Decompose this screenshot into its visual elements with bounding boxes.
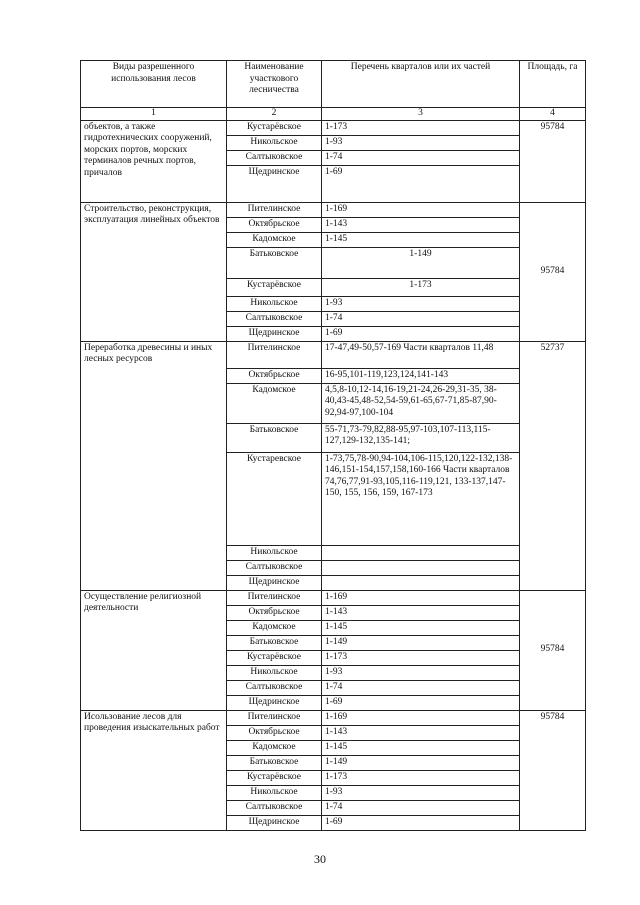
quarters-cell: 1-145 [322, 740, 520, 755]
forestry-unit-cell: Никольское [227, 785, 322, 800]
quarters-cell: 1-143 [322, 605, 520, 620]
quarters-cell: 1-93 [322, 135, 520, 150]
forest-use-table [80, 60, 586, 831]
forestry-unit-cell: Пителинское [227, 341, 322, 368]
forestry-unit-cell: Кадомское [227, 620, 322, 635]
table-row [81, 341, 586, 368]
use-type-cell: Исользование лесов для проведения изыскательных работ [81, 710, 227, 830]
table-row [81, 710, 586, 725]
column-number: 4 [520, 108, 586, 121]
forestry-unit-cell: Пителинское [227, 202, 322, 217]
quarters-cell: 1-173 [322, 278, 520, 296]
column-number-row [81, 108, 586, 121]
header-forestry-unit: Наименование участкового лесничества [227, 61, 322, 108]
use-type-cell: Строительство, реконструкция, эксплуатация линейных объектов [81, 202, 227, 341]
forestry-unit-cell: Октябрьское [227, 217, 322, 232]
forestry-unit-cell: Салтыковское [227, 680, 322, 695]
table-row [81, 120, 586, 135]
forestry-unit-cell: Никольское [227, 135, 322, 150]
quarters-cell: 1-74 [322, 800, 520, 815]
forestry-unit-cell: Никольское [227, 545, 322, 560]
forestry-unit-cell: Кустарёвское [227, 650, 322, 665]
forestry-unit-cell: Октябрьское [227, 605, 322, 620]
quarters-cell: 1-69 [322, 326, 520, 341]
forestry-unit-cell: Октябрьское [227, 368, 322, 383]
forestry-unit-cell: Кадомское [227, 383, 322, 423]
forestry-unit-cell: Щедринское [227, 326, 322, 341]
quarters-cell: 1-149 [322, 755, 520, 770]
forestry-unit-cell: Кадомское [227, 232, 322, 247]
use-type-cell: Переработка древесины и иных лесных ресурсов [81, 341, 227, 590]
quarters-cell: 1-74 [322, 150, 520, 165]
quarters-cell: 1-93 [322, 785, 520, 800]
quarters-cell: 1-169 [322, 202, 520, 217]
quarters-cell: 1-69 [322, 815, 520, 830]
quarters-cell: 4,5,8-10,12-14,16-19,21-24,26-29,31-35, 38-40,43-45,48-52,54-59,61-65,67-71,85-87,90-92,94-97,100-104 [322, 383, 520, 423]
forestry-unit-cell: Пителинское [227, 590, 322, 605]
quarters-cell: 17-47,49-50,57-169 Части кварталов 11,48 [322, 341, 520, 368]
header-row [81, 61, 586, 108]
header-area: Площадь, га [520, 61, 586, 108]
forestry-unit-cell: Батьковское [227, 635, 322, 650]
forestry-unit-cell: Щедринское [227, 575, 322, 590]
header-use-type: Виды разрешенного использования лесов [81, 61, 227, 108]
area-cell: 95784 [520, 590, 586, 710]
quarters-cell: 1-145 [322, 620, 520, 635]
quarters-cell: 1-173 [322, 120, 520, 135]
forestry-unit-cell: Октябрьское [227, 725, 322, 740]
page-number: 30 [314, 852, 326, 866]
quarters-cell: 1-143 [322, 217, 520, 232]
table-row [81, 202, 586, 217]
quarters-cell: 1-93 [322, 296, 520, 311]
table-row [81, 590, 586, 605]
forestry-unit-cell: Кустаревское [227, 452, 322, 545]
quarters-cell: 1-74 [322, 311, 520, 326]
quarters-cell: 1-69 [322, 695, 520, 710]
quarters-cell [322, 575, 520, 590]
forestry-unit-cell: Салтыковское [227, 150, 322, 165]
area-cell: 95784 [520, 120, 586, 202]
forestry-unit-cell: Кустарёвское [227, 278, 322, 296]
quarters-cell [322, 545, 520, 560]
forestry-unit-cell: Кадомское [227, 740, 322, 755]
use-type-cell: объектов, а также гидротехнических сооружений, морских портов, морских терминалов речных портов, причалов [81, 120, 227, 202]
quarters-cell: 1-73,75,78-90,94-104,106-115,120,122-132,138-146,151-154,157,158,160-166 Части кварталов 74,76,77,91-93,105,116-119,121, 133-137,147-150, 155, 156, 159, 167-173 [322, 452, 520, 545]
quarters-cell: 1-173 [322, 770, 520, 785]
column-number: 1 [81, 108, 227, 121]
area-cell: 95784 [520, 710, 586, 830]
forestry-unit-cell: Кустарёвское [227, 770, 322, 785]
forestry-unit-cell: Салтыковское [227, 311, 322, 326]
forestry-unit-cell: Щедринское [227, 165, 322, 202]
area-cell: 95784 [520, 202, 586, 341]
forestry-unit-cell: Кустарёвское [227, 120, 322, 135]
quarters-cell: 1-145 [322, 232, 520, 247]
forestry-unit-cell: Салтыковское [227, 800, 322, 815]
forestry-unit-cell: Салтыковское [227, 560, 322, 575]
header-quarters-list: Перечень кварталов или их частей [322, 61, 520, 108]
quarters-cell: 1-143 [322, 725, 520, 740]
forestry-unit-cell: Щедринское [227, 815, 322, 830]
column-number: 2 [227, 108, 322, 121]
forestry-unit-cell: Батьковское [227, 423, 322, 452]
quarters-cell: 1-74 [322, 680, 520, 695]
quarters-cell: 1-169 [322, 590, 520, 605]
quarters-cell: 1-149 [322, 247, 520, 278]
forestry-unit-cell: Батьковское [227, 755, 322, 770]
quarters-cell: 1-169 [322, 710, 520, 725]
quarters-cell: 16-95,101-119,123,124,141-143 [322, 368, 520, 383]
forestry-unit-cell: Щедринское [227, 695, 322, 710]
forestry-unit-cell: Батьковское [227, 247, 322, 278]
quarters-cell: 1-93 [322, 665, 520, 680]
quarters-cell: 1-69 [322, 165, 520, 202]
column-number: 3 [322, 108, 520, 121]
quarters-cell: 1-173 [322, 650, 520, 665]
forestry-unit-cell: Никольское [227, 296, 322, 311]
forestry-unit-cell: Пителинское [227, 710, 322, 725]
forestry-unit-cell: Никольское [227, 665, 322, 680]
quarters-cell: 1-149 [322, 635, 520, 650]
area-cell: 52737 [520, 341, 586, 590]
quarters-cell [322, 560, 520, 575]
use-type-cell: Осуществление религиозной деятельности [81, 590, 227, 710]
quarters-cell: 55-71,73-79,82,88-95,97-103,107-113,115-127,129-132,135-141; [322, 423, 520, 452]
